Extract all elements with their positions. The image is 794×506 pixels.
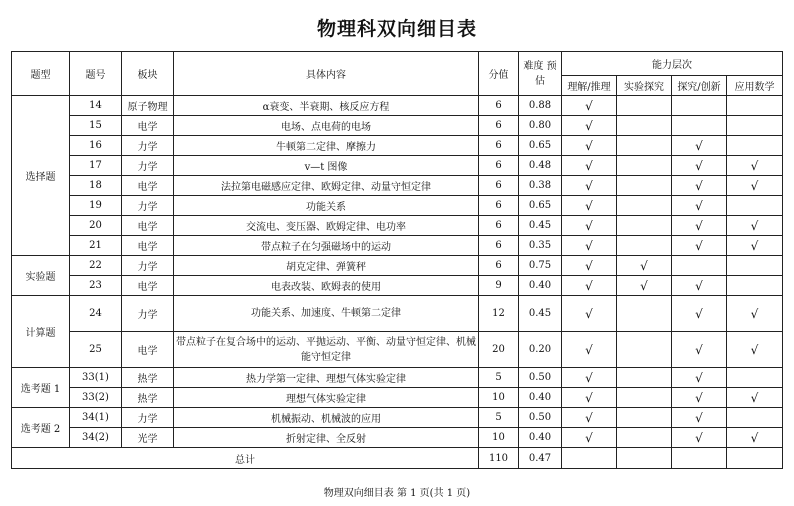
table-row: [12, 296, 783, 332]
difficulty-cell: 0.40: [519, 428, 562, 448]
table-row: [12, 196, 783, 216]
score-cell: 9: [479, 276, 519, 296]
ability-check-cell: [617, 408, 672, 428]
ability-check-cell: √: [562, 408, 617, 428]
header-ability-1: 理解/推理: [562, 76, 617, 96]
ability-check-cell: [727, 276, 783, 296]
table-row: [12, 388, 783, 408]
score-cell: 6: [479, 96, 519, 116]
section-cell: 电学: [122, 116, 174, 136]
header-ability-3: 探究/创新: [672, 76, 727, 96]
content-cell: 法拉第电磁感应定律、欧姆定律、动量守恒定律: [174, 176, 479, 196]
section-cell: 力学: [122, 408, 174, 428]
section-cell: 电学: [122, 176, 174, 196]
question-number-cell: 14: [70, 96, 122, 116]
score-cell: 6: [479, 116, 519, 136]
section-cell: 力学: [122, 196, 174, 216]
question-number-cell: 21: [70, 236, 122, 256]
ability-check-cell: √: [672, 136, 727, 156]
total-difficulty: 0.47: [519, 448, 562, 469]
difficulty-cell: 0.38: [519, 176, 562, 196]
ability-check-cell: [727, 256, 783, 276]
ability-check-cell: √: [727, 296, 783, 332]
ability-check-cell: √: [617, 276, 672, 296]
difficulty-cell: 0.48: [519, 156, 562, 176]
section-cell: 力学: [122, 296, 174, 332]
content-cell: v—t 图像: [174, 156, 479, 176]
table-row: [12, 236, 783, 256]
ability-check-cell: [672, 116, 727, 136]
question-number-cell: 22: [70, 256, 122, 276]
question-number-cell: 15: [70, 116, 122, 136]
difficulty-cell: 0.65: [519, 196, 562, 216]
content-cell: 功能关系: [174, 196, 479, 216]
difficulty-cell: 0.50: [519, 368, 562, 388]
ability-check-cell: √: [727, 236, 783, 256]
question-type-cell: 选择题: [12, 96, 70, 256]
table-row: [12, 216, 783, 236]
ability-check-cell: √: [617, 256, 672, 276]
ability-check-cell: √: [562, 236, 617, 256]
ability-check-cell: [617, 236, 672, 256]
ability-check-cell: [617, 116, 672, 136]
header-score: 分值: [479, 52, 519, 96]
table-row: [12, 116, 783, 136]
table-row: [12, 276, 783, 296]
page-title: 物理科双向细目表: [316, 18, 477, 40]
score-cell: 10: [479, 388, 519, 408]
difficulty-cell: 0.20: [519, 332, 562, 368]
ability-check-cell: √: [672, 216, 727, 236]
header-content: 具体内容: [174, 52, 479, 96]
ability-check-cell: [727, 196, 783, 216]
ability-check-cell: √: [672, 368, 727, 388]
question-type-cell: 选考题 1: [12, 368, 70, 408]
ability-check-cell: [727, 368, 783, 388]
question-number-cell: 33(2): [70, 388, 122, 408]
score-cell: 6: [479, 236, 519, 256]
table-row: [12, 368, 783, 388]
total-label: 总计: [12, 448, 479, 469]
ability-check-cell: √: [562, 368, 617, 388]
content-cell: 电场、点电荷的电场: [174, 116, 479, 136]
ability-check-cell: √: [672, 196, 727, 216]
score-cell: 5: [479, 368, 519, 388]
ability-check-cell: [617, 176, 672, 196]
score-cell: 12: [479, 296, 519, 332]
table-row: [12, 176, 783, 196]
header-type: 题型: [12, 52, 70, 96]
ability-check-cell: √: [672, 428, 727, 448]
section-cell: 光学: [122, 428, 174, 448]
section-cell: 原子物理: [122, 96, 174, 116]
ability-check-cell: √: [562, 156, 617, 176]
content-cell: α衰变、半衰期、核反应方程: [174, 96, 479, 116]
question-type-cell: 选考题 2: [12, 408, 70, 448]
ability-check-cell: [617, 428, 672, 448]
page-footer: 物理双向细目表 第 1 页(共 1 页): [323, 488, 471, 499]
content-cell: 理想气体实验定律: [174, 388, 479, 408]
ability-check-cell: √: [727, 216, 783, 236]
ability-check-cell: √: [562, 196, 617, 216]
content-cell: 热力学第一定律、理想气体实验定律: [174, 368, 479, 388]
ability-check-cell: [727, 96, 783, 116]
table-row: [12, 408, 783, 428]
score-cell: 6: [479, 156, 519, 176]
ability-check-cell: √: [672, 236, 727, 256]
content-cell: 交流电、变压器、欧姆定律、电功率: [174, 216, 479, 236]
ability-check-cell: √: [727, 332, 783, 368]
difficulty-cell: 0.45: [519, 296, 562, 332]
ability-empty-cell: [562, 448, 617, 469]
difficulty-cell: 0.75: [519, 256, 562, 276]
question-number-cell: 18: [70, 176, 122, 196]
difficulty-cell: 0.40: [519, 388, 562, 408]
ability-check-cell: [727, 408, 783, 428]
score-cell: 10: [479, 428, 519, 448]
question-type-cell: 实验题: [12, 256, 70, 296]
ability-check-cell: [617, 296, 672, 332]
ability-check-cell: [617, 368, 672, 388]
section-cell: 热学: [122, 368, 174, 388]
ability-check-cell: √: [562, 96, 617, 116]
section-cell: 热学: [122, 388, 174, 408]
ability-check-cell: [617, 216, 672, 236]
question-number-cell: 19: [70, 196, 122, 216]
ability-check-cell: [617, 196, 672, 216]
ability-check-cell: √: [727, 176, 783, 196]
ability-check-cell: √: [562, 332, 617, 368]
ability-check-cell: √: [727, 428, 783, 448]
question-number-cell: 33(1): [70, 368, 122, 388]
ability-empty-cell: [672, 448, 727, 469]
ability-check-cell: √: [562, 296, 617, 332]
score-cell: 6: [479, 196, 519, 216]
section-cell: 电学: [122, 332, 174, 368]
table-row: [12, 136, 783, 156]
ability-check-cell: [617, 332, 672, 368]
question-number-cell: 34(2): [70, 428, 122, 448]
ability-check-cell: √: [672, 156, 727, 176]
header-num: 题号: [70, 52, 122, 96]
content-cell: 机械振动、机械波的应用: [174, 408, 479, 428]
ability-check-cell: [617, 156, 672, 176]
ability-check-cell: √: [727, 156, 783, 176]
ability-check-cell: [727, 116, 783, 136]
question-number-cell: 34(1): [70, 408, 122, 428]
ability-empty-cell: [727, 448, 783, 469]
score-cell: 6: [479, 136, 519, 156]
difficulty-cell: 0.88: [519, 96, 562, 116]
question-number-cell: 20: [70, 216, 122, 236]
ability-check-cell: √: [562, 136, 617, 156]
ability-check-cell: √: [672, 296, 727, 332]
table-row: [12, 332, 783, 368]
difficulty-cell: 0.80: [519, 116, 562, 136]
content-cell: 牛顿第二定律、摩擦力: [174, 136, 479, 156]
table-row: [12, 96, 783, 116]
ability-check-cell: √: [672, 176, 727, 196]
ability-check-cell: √: [562, 176, 617, 196]
ability-check-cell: [617, 96, 672, 116]
content-cell: 电表改装、欧姆表的使用: [174, 276, 479, 296]
question-number-cell: 17: [70, 156, 122, 176]
header-ability-2: 实验探究: [617, 76, 672, 96]
table-row: [12, 256, 783, 276]
content-cell: 带点粒子在匀强磁场中的运动: [174, 236, 479, 256]
ability-empty-cell: [617, 448, 672, 469]
ability-check-cell: √: [672, 388, 727, 408]
ability-check-cell: √: [727, 388, 783, 408]
question-number-cell: 25: [70, 332, 122, 368]
section-cell: 力学: [122, 136, 174, 156]
table-row: [12, 156, 783, 176]
score-cell: 5: [479, 408, 519, 428]
ability-check-cell: √: [562, 116, 617, 136]
header-ability: 能力层次: [562, 52, 783, 76]
ability-check-cell: √: [562, 276, 617, 296]
content-cell: 带点粒子在复合场中的运动、平抛运动、平衡、动量守恒定律、机械能守恒定律: [174, 332, 479, 368]
section-cell: 电学: [122, 276, 174, 296]
ability-check-cell: √: [562, 388, 617, 408]
header-section: 板块: [122, 52, 174, 96]
question-number-cell: 23: [70, 276, 122, 296]
table-body: [12, 96, 783, 469]
difficulty-cell: 0.65: [519, 136, 562, 156]
question-number-cell: 24: [70, 296, 122, 332]
ability-check-cell: [672, 96, 727, 116]
difficulty-cell: 0.40: [519, 276, 562, 296]
section-cell: 力学: [122, 156, 174, 176]
ability-check-cell: √: [672, 408, 727, 428]
question-number-cell: 16: [70, 136, 122, 156]
section-cell: 电学: [122, 216, 174, 236]
question-type-cell: 计算题: [12, 296, 70, 368]
ability-check-cell: √: [562, 256, 617, 276]
ability-check-cell: [672, 256, 727, 276]
ability-check-cell: √: [562, 216, 617, 236]
difficulty-cell: 0.50: [519, 408, 562, 428]
table-row: [12, 428, 783, 448]
total-score: 110: [479, 448, 519, 469]
score-cell: 6: [479, 216, 519, 236]
ability-check-cell: [617, 388, 672, 408]
ability-check-cell: √: [562, 428, 617, 448]
score-cell: 6: [479, 176, 519, 196]
content-cell: 折射定律、全反射: [174, 428, 479, 448]
difficulty-cell: 0.35: [519, 236, 562, 256]
section-cell: 力学: [122, 256, 174, 276]
difficulty-cell: 0.45: [519, 216, 562, 236]
content-cell: 胡克定律、弹簧秤: [174, 256, 479, 276]
section-cell: 电学: [122, 236, 174, 256]
header-ability-4: 应用数学: [727, 76, 783, 96]
ability-check-cell: √: [672, 276, 727, 296]
content-cell: 功能关系、加速度、牛顿第二定律: [174, 296, 479, 332]
spec-table: [11, 51, 783, 469]
ability-check-cell: [727, 136, 783, 156]
header-difficulty: 难度 预估: [519, 52, 562, 96]
score-cell: 6: [479, 256, 519, 276]
ability-check-cell: [617, 136, 672, 156]
score-cell: 20: [479, 332, 519, 368]
total-row: [12, 448, 783, 469]
ability-check-cell: √: [672, 332, 727, 368]
